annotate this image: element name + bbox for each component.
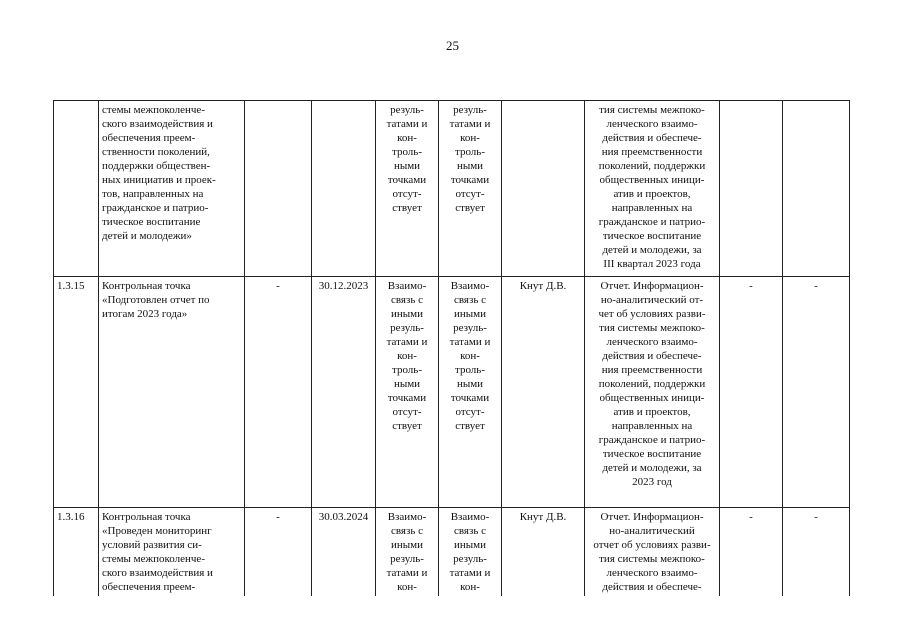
row-number: 1.3.15 [54, 277, 99, 508]
row-end-date: 30.03.2024 [312, 508, 376, 597]
row-responsible [502, 101, 585, 277]
row-number [54, 101, 99, 277]
row-col10 [783, 101, 850, 277]
row-col10: - [783, 508, 850, 597]
row-col9: - [720, 277, 783, 508]
row-report: Отчет. Информацион- но-аналитический от- чет об условиях разви- тия системы межпоко- ленческого взаимо- действия и обеспече- ния преемственности поколений, поддержки общественных иници- атив и проектов, направленных на гражданское и патрио- тическое воспитание детей и молодежи, за 2023 год [585, 277, 720, 508]
table-row [54, 508, 850, 597]
row-start: - [245, 508, 312, 597]
row-col10: - [783, 277, 850, 508]
row-name: Контрольная точка «Проведен мониторинг условий развития си- стемы межпоколенче- ского взаимодействия и обеспечения преем- [99, 508, 245, 597]
row-responsible: Кнут Д.В. [502, 508, 585, 597]
row-name: стемы межпоколенче- ского взаимодействия и обеспечения преем- ственности поколений, поддержки обществен- ных инициатив и проек- тов, направленных на гражданское и патрио- тическое воспитание детей и молодежи» [99, 101, 245, 277]
control-points-table [53, 100, 850, 596]
row-name: Контрольная точка «Подготовлен отчет по итогам 2023 года» [99, 277, 245, 508]
row-responsible: Кнут Д.В. [502, 277, 585, 508]
row-col9: - [720, 508, 783, 597]
row-col9 [720, 101, 783, 277]
row-next-link: Взаимо- связь с иными резуль- татами и кон- [439, 508, 502, 597]
row-prev-link: Взаимо- связь с иными резуль- татами и кон- троль- ными точками отсут- ствует [376, 277, 439, 508]
row-next-link: резуль- татами и кон- троль- ными точками отсут- ствует [439, 101, 502, 277]
row-next-link: Взаимо- связь с иными резуль- татами и кон- троль- ными точками отсут- ствует [439, 277, 502, 508]
table-row [54, 277, 850, 508]
row-report: Отчет. Информацион- но-аналитический отчет об условиях разви- тия системы межпоко- ленческого взаимо- действия и обеспече- [585, 508, 720, 597]
row-report: тия системы межпоко- ленческого взаимо- действия и обеспече- ния преемственности поколений, поддержки общественных иници- атив и проектов, направленных на гражданское и патрио- тическое воспитание детей и молодежи, за III квартал 2023 года [585, 101, 720, 277]
row-prev-link: Взаимо- связь с иными резуль- татами и кон- [376, 508, 439, 597]
table-row [54, 101, 850, 277]
row-prev-link: резуль- татами и кон- троль- ными точками отсут- ствует [376, 101, 439, 277]
row-end-date: 30.12.2023 [312, 277, 376, 508]
row-number: 1.3.16 [54, 508, 99, 597]
page-number: 25 [446, 38, 459, 53]
row-start: - [245, 277, 312, 508]
row-start [245, 101, 312, 277]
row-end-date [312, 101, 376, 277]
